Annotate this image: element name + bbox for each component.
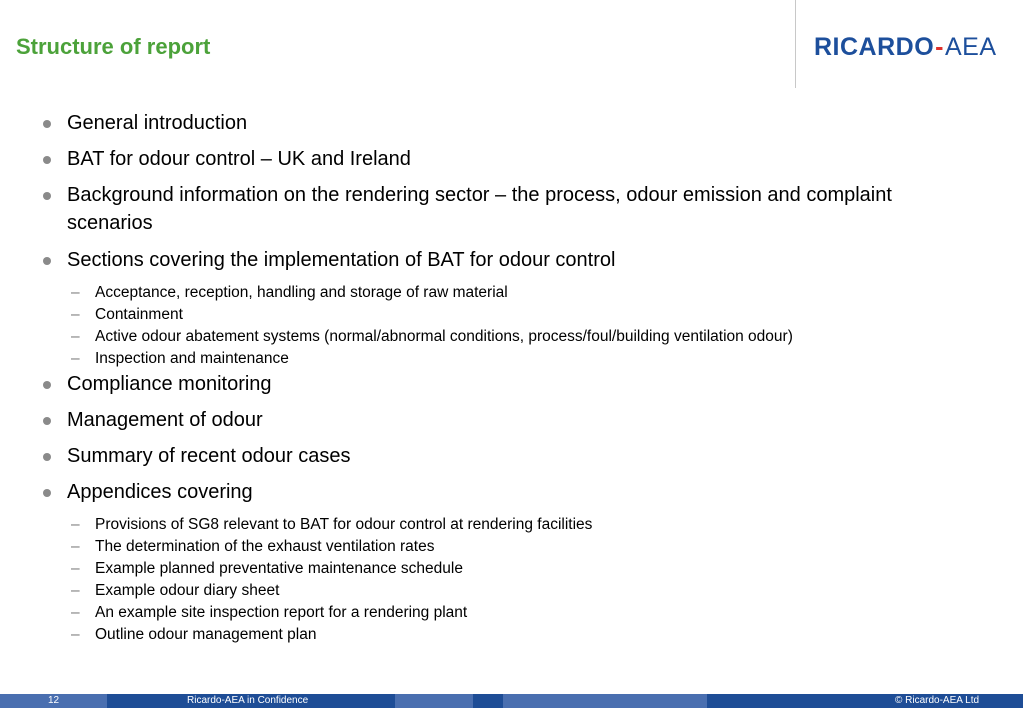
sub-list-item-text: Example planned preventative maintenance schedule (95, 560, 463, 577)
list-item-text: Background information on the rendering sector – the process, odour emission and complaint scenarios (67, 184, 892, 234)
sub-list-item-text: Acceptance, reception, handling and storage of raw material (95, 284, 508, 301)
bullet-icon (43, 257, 51, 265)
list-item-text: BAT for odour control – UK and Ireland (67, 148, 411, 170)
list-item-text: Management of odour (67, 409, 263, 431)
sub-list-item-text: Active odour abatement systems (normal/abnormal conditions, process/foul/building ventilation odour) (95, 328, 793, 345)
confidentiality-label: Ricardo-AEA in Confidence (187, 695, 309, 706)
sub-list-item-text: Provisions of SG8 relevant to BAT for odour control at rendering facilities (95, 516, 593, 533)
dash-icon: – (71, 350, 80, 367)
list-item-text: General introduction (67, 112, 248, 134)
footer-bar (0, 694, 1023, 708)
sub-list-item-text: An example site inspection report for a rendering plant (95, 604, 468, 621)
page-title: Structure of report (16, 34, 211, 59)
list-item (67, 442, 967, 470)
sub-list-item-text: Inspection and maintenance (95, 350, 289, 367)
bullet-icon (43, 417, 51, 425)
dash-icon: – (71, 604, 80, 621)
sub-list-item-text: The determination of the exhaust ventilation rates (95, 538, 435, 555)
sub-list-item-text: Containment (95, 306, 183, 323)
sub-list-item-text: Outline odour management plan (95, 626, 317, 643)
dash-icon: – (71, 284, 80, 301)
logo-sub-text: AEA (945, 33, 997, 61)
list-item-text: Appendices covering (67, 481, 253, 503)
sub-list-item-text: Example odour diary sheet (95, 582, 280, 599)
logo-divider (795, 0, 796, 88)
list-item (67, 370, 967, 398)
list-item-text: Compliance monitoring (67, 373, 272, 395)
logo-main-text: RICARDO (814, 33, 935, 61)
sub-list-item (71, 326, 975, 348)
dash-icon: – (71, 582, 80, 599)
sub-list-item (71, 282, 975, 304)
list-item (67, 109, 967, 137)
logo-dash: - (935, 33, 944, 61)
dash-icon: – (71, 306, 80, 323)
bullet-icon (43, 120, 51, 128)
bullet-icon (43, 489, 51, 497)
sub-list-item (71, 580, 975, 602)
sub-list-item (71, 514, 975, 536)
sub-list-item (71, 348, 975, 370)
bullet-icon (43, 381, 51, 389)
footer-segment (503, 694, 707, 708)
list-item-text: Sections covering the implementation of BAT for odour control (67, 249, 616, 271)
bullet-icon (43, 453, 51, 461)
bullet-icon (43, 192, 51, 200)
list-item (67, 145, 967, 173)
list-item (67, 478, 967, 506)
dash-icon: – (71, 516, 80, 533)
footer-segment (395, 694, 473, 708)
list-item (67, 406, 967, 434)
sub-list-item (71, 536, 975, 558)
ricardo-aea-logo (814, 33, 997, 62)
dash-icon: – (71, 538, 80, 555)
sub-list-item (71, 304, 975, 326)
bullet-icon (43, 156, 51, 164)
page-number: 12 (48, 695, 60, 706)
sub-list-item (71, 558, 975, 580)
dash-icon: – (71, 328, 80, 345)
sub-list-item (71, 624, 975, 646)
dash-icon: – (71, 560, 80, 577)
copyright-label: © Ricardo-AEA Ltd (895, 695, 980, 706)
list-item (67, 246, 967, 274)
sub-list-item (71, 602, 975, 624)
list-item-text: Summary of recent odour cases (67, 445, 351, 467)
dash-icon: – (71, 626, 80, 643)
list-item (67, 181, 947, 237)
